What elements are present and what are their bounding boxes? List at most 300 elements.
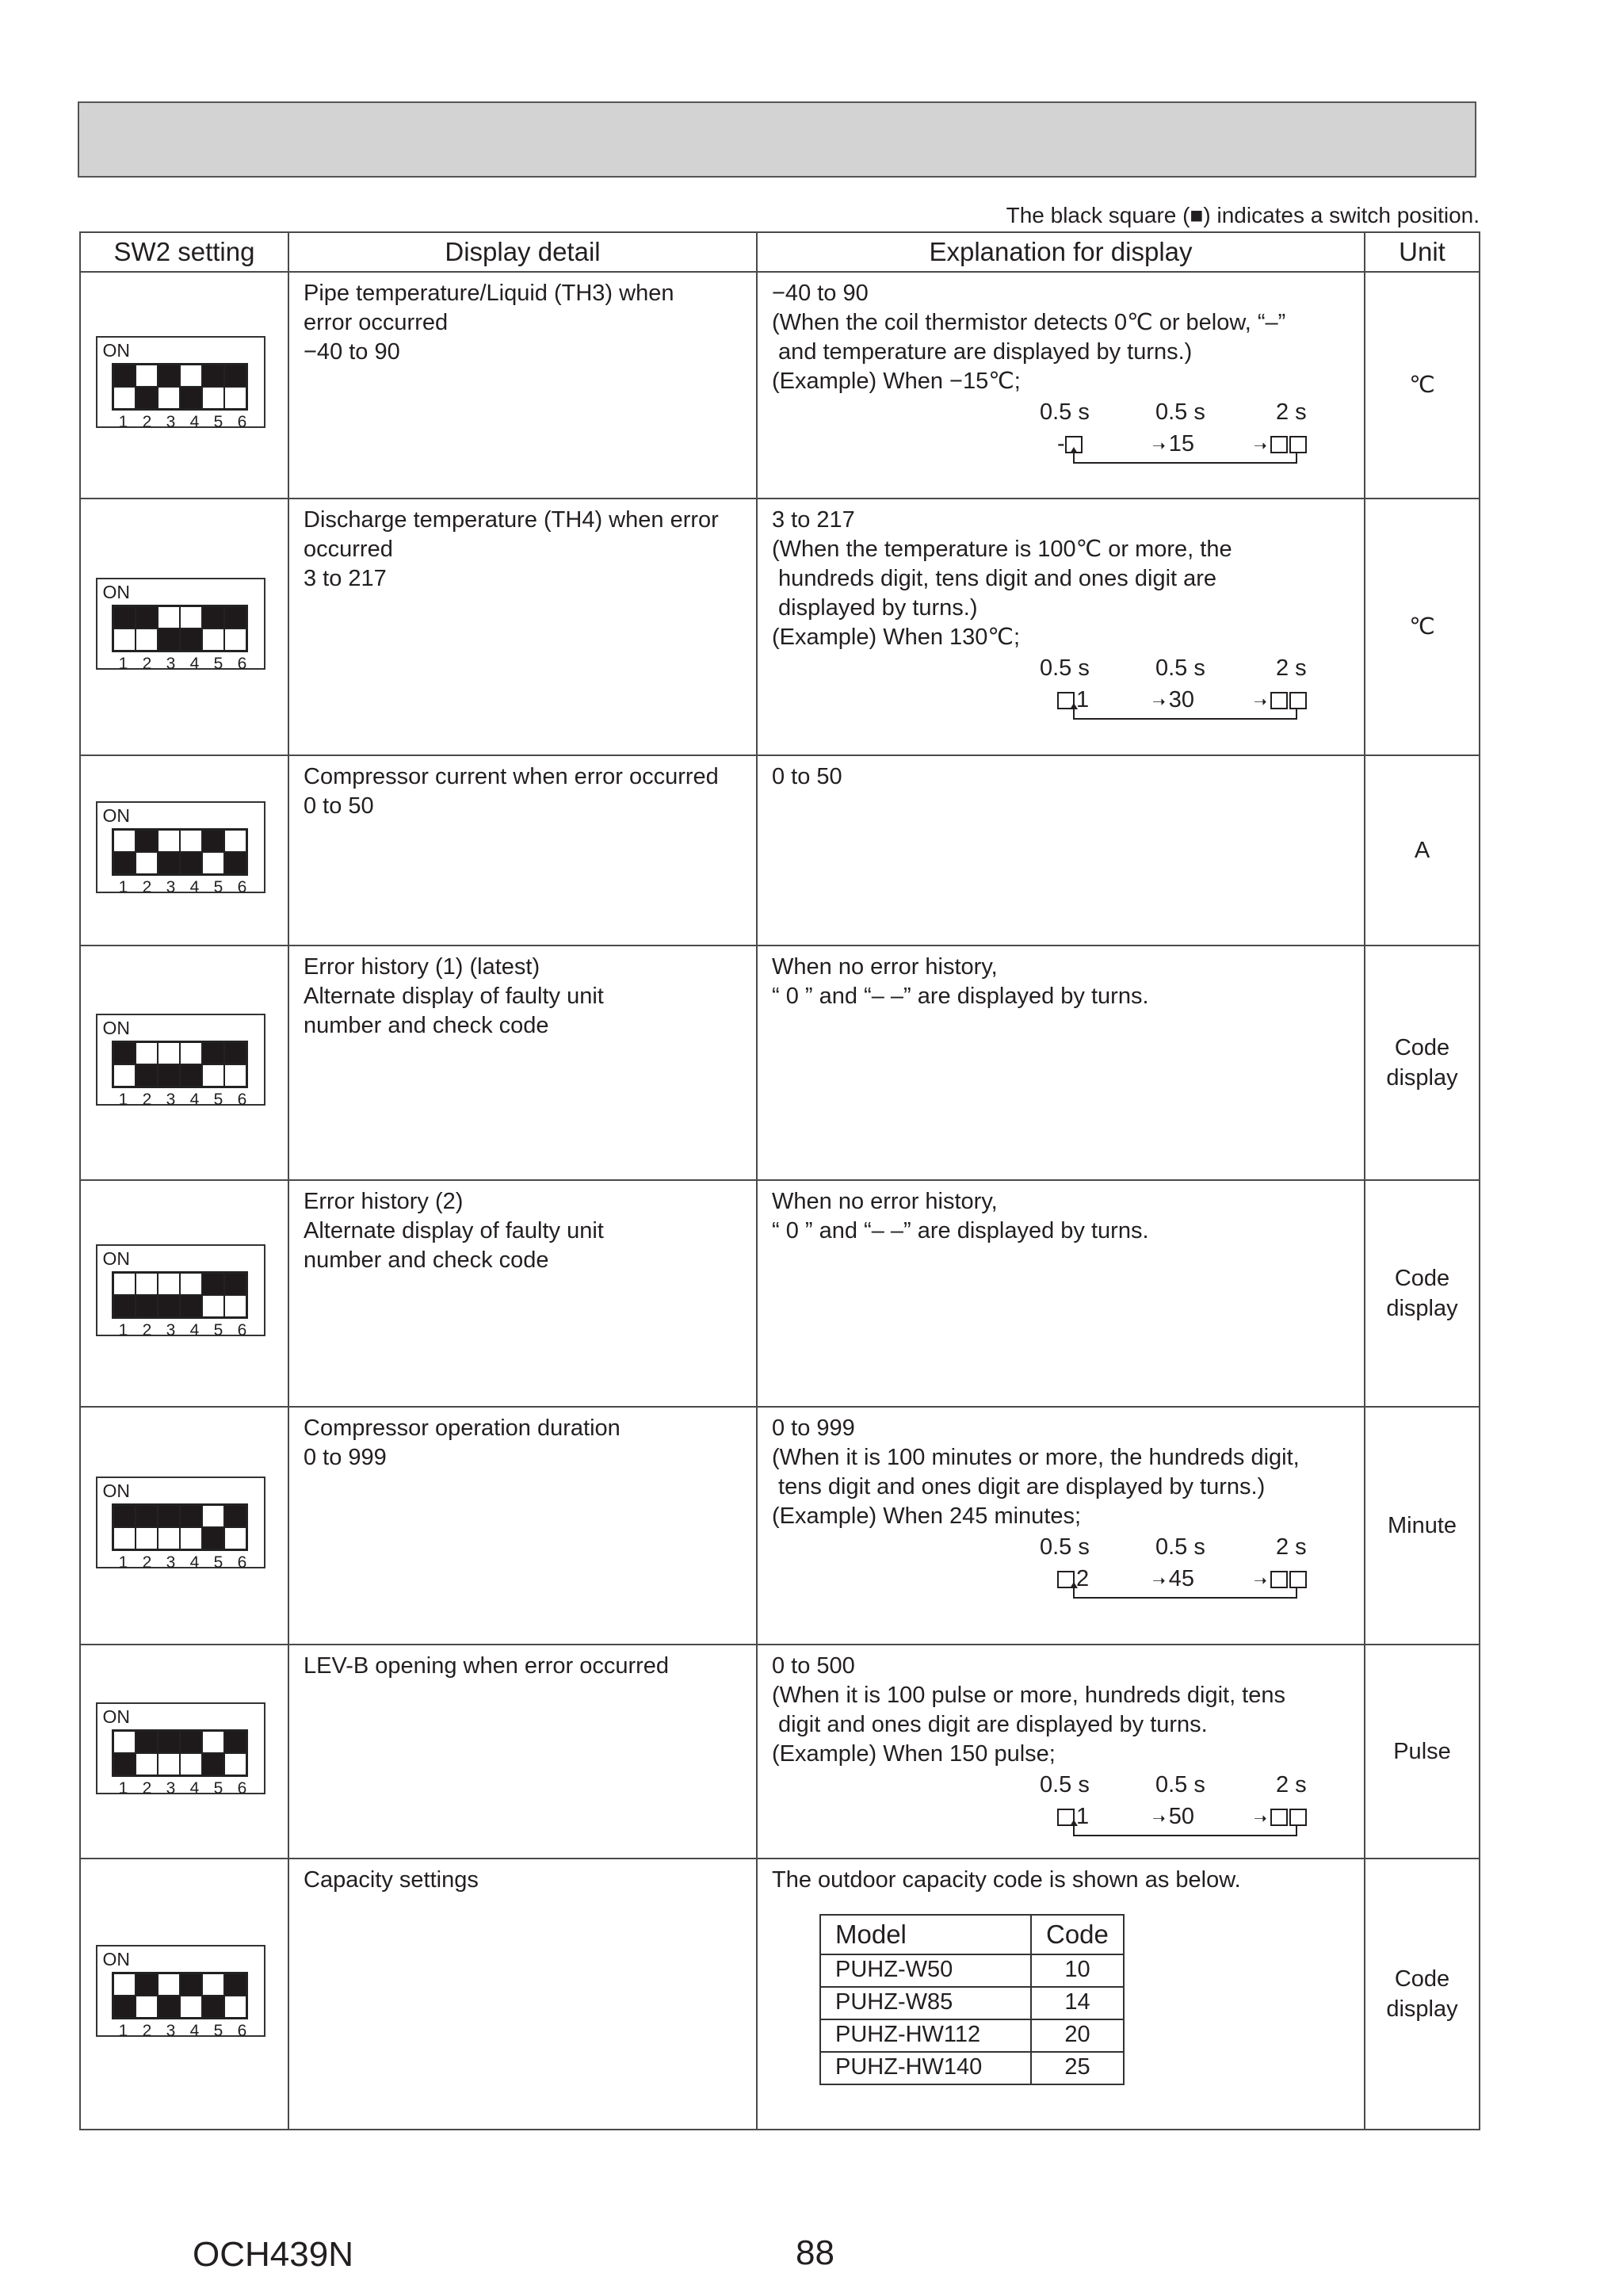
dip-cell-upper [136,830,158,852]
explanation-line: tens digit and ones digit are displayed by turns.) [772,1474,1266,1499]
dip-number: 2 [142,655,152,673]
dip-number: 3 [166,878,176,896]
dip-on-label: ON [102,1949,130,1969]
dip-number: 2 [142,1321,152,1339]
header-display-detail: Display detail [288,232,757,272]
timing-duration-2: 0.5 s [1155,399,1205,425]
explanation-line: and temperature are displayed by turns.) [772,339,1193,365]
timing-value-2-text: 45 [1168,1566,1195,1591]
dip-number: 1 [118,655,128,673]
arrow-right-icon: ➝ [1254,693,1267,711]
dip-cell-upper [202,1273,224,1295]
display-detail-cell [288,946,757,1180]
explanation-line: 3 to 217 [772,507,855,533]
dip-switch-1 [113,1042,136,1087]
dip-cell-upper [180,1973,202,1996]
explanation-line: displayed by turns.) [772,595,978,621]
dip-numbers [112,878,254,897]
dip-switch-grid [112,363,248,411]
arrow-right-icon: ➝ [1254,1810,1267,1828]
dip-switch-4 [180,1273,202,1317]
sw2-setting-cell [80,755,288,946]
dip-switch-6 [224,1273,246,1317]
dip-cell-lower [224,1064,246,1087]
dip-number: 5 [213,1321,223,1339]
detail-line: Alternate display of faulty unit [304,1218,604,1244]
dip-cell-lower [158,1996,180,2018]
timing-value-2-text: 30 [1168,687,1195,712]
dip-number: 5 [213,2022,223,2040]
dip-cell-upper [202,1042,224,1064]
timing-diagram [772,1533,1350,1595]
detail-line: 3 to 217 [304,566,387,591]
dip-cell-lower [224,628,246,651]
dip-switch-4 [180,606,202,651]
dip-cell-lower [158,1295,180,1317]
dip-cell-lower [158,1064,180,1087]
dip-cell-lower [158,1753,180,1775]
unit-cell [1365,946,1480,1180]
table-row [80,499,1480,755]
code-cell: 10 [1031,1954,1124,1987]
dip-switch-2 [136,1273,158,1317]
display-detail-cell [288,1180,757,1407]
model-cell: PUHZ-W50 [820,1954,1031,1987]
dip-number: 4 [189,2022,200,2040]
dip-cell-lower [180,1527,202,1549]
display-detail-cell [288,272,757,499]
unit-line: Minute [1387,1513,1457,1538]
code-table-row [820,1954,1124,1987]
timing-value-2-text: 50 [1168,1804,1195,1829]
dip-cell-upper [158,606,180,628]
dip-switch-3 [158,830,180,874]
dip-number: 6 [237,1779,247,1797]
dip-cell-upper [113,1731,136,1753]
dip-cell-lower [113,628,136,651]
dip-cell-lower [180,1064,202,1087]
model-cell: PUHZ-HW140 [820,2052,1031,2084]
loop-back-arrowhead [1070,703,1078,709]
detail-line: Alternate display of faulty unit [304,984,604,1009]
header-explanation: Explanation for display [757,232,1365,272]
dip-number: 1 [118,878,128,896]
dip-cell-upper [224,1042,246,1064]
switch-note: The black square (■) indicates a switch position. [1006,203,1480,227]
loop-back-line [1074,1587,1296,1598]
dip-cell-lower [180,387,202,409]
display-detail-cell [288,755,757,946]
explanation-line: −40 to 90 [772,281,869,306]
timing-diagram [772,398,1350,460]
timing-duration-1: 0.5 s [1040,399,1090,425]
arrow-right-icon: ➝ [1152,1810,1166,1828]
table-row [80,1859,1480,2130]
unit-line: Code [1394,1035,1450,1060]
dip-cell-lower [136,1527,158,1549]
dip-number: 4 [189,1553,200,1572]
dip-switch-2 [136,1973,158,2018]
dip-cell-lower [158,852,180,874]
explanation-cell [757,1407,1365,1645]
loop-back-arrowhead [1070,1820,1078,1826]
dip-switch-2 [136,365,158,409]
dip-cell-upper [202,1973,224,1996]
dip-switch-diagram [96,801,265,896]
dip-number: 1 [118,1779,128,1797]
dip-number: 5 [213,413,223,431]
dip-number: 4 [189,1091,200,1109]
loop-back-arrow-icon [772,654,1327,725]
dip-cell-upper [180,1505,202,1527]
dip-cell-upper [158,1973,180,1996]
dip-number: 3 [166,2022,176,2040]
dip-cell-lower [113,1996,136,2018]
dip-number: 3 [166,1321,176,1339]
dip-number: 2 [142,1553,152,1572]
display-detail-cell [288,1859,757,2130]
dip-switch-1 [113,1273,136,1317]
table-row [80,946,1480,1180]
code-cell: 25 [1031,2052,1124,2084]
dip-switch-grid [112,1972,248,2019]
table-header-row [80,232,1480,272]
dip-cell-lower [136,1996,158,2018]
dip-switch-5 [202,1731,224,1775]
dip-number: 5 [213,655,223,673]
dip-switch-4 [180,830,202,874]
dip-switch-5 [202,606,224,651]
dip-number: 1 [118,1553,128,1572]
dip-cell-lower [136,628,158,651]
dip-number: 4 [189,878,200,896]
dip-cell-upper [224,830,246,852]
sw2-setting-cell [80,1407,288,1645]
dip-numbers [112,1553,254,1572]
timing-duration-2: 0.5 s [1155,655,1205,681]
dip-cell-lower [158,1527,180,1549]
detail-line: Discharge temperature (TH4) when error [304,507,719,533]
dip-cell-upper [180,830,202,852]
dip-switch-5 [202,1973,224,2018]
detail-line: Compressor current when error occurred [304,764,719,789]
timing-duration-1: 0.5 s [1040,1772,1090,1797]
dip-cell-lower [180,1996,202,2018]
loop-back-arrow-icon [772,1533,1327,1604]
explanation-line: “ 0 ” and “– –” are displayed by turns. [772,1218,1149,1244]
dip-switch-1 [113,1505,136,1549]
dip-number: 4 [189,655,200,673]
capacity-code-table [819,1914,1125,2085]
dip-number: 2 [142,1091,152,1109]
unit-cell [1365,1180,1480,1407]
detail-line: number and check code [304,1247,549,1273]
header-unit: Unit [1365,232,1480,272]
loop-back-line [1074,452,1296,463]
timing-duration-1: 0.5 s [1040,1534,1090,1560]
timing-value-1-text: 2 [1076,1566,1090,1591]
display-detail-cell [288,499,757,755]
dip-switch-4 [180,1731,202,1775]
detail-line: occurred [304,537,393,562]
dip-cell-upper [136,1273,158,1295]
explanation-line: (When the coil thermistor detects 0℃ or below, “–” [772,310,1286,335]
timing-duration-2: 0.5 s [1155,1772,1205,1797]
dip-switch-6 [224,365,246,409]
dip-number: 5 [213,1091,223,1109]
table-row [80,272,1480,499]
code-cell: 20 [1031,2019,1124,2052]
detail-line: Error history (1) (latest) [304,954,540,980]
dip-cell-lower [158,628,180,651]
dip-number: 6 [237,655,247,673]
dip-cell-upper [180,1731,202,1753]
dip-switch-diagram [96,1244,265,1339]
unit-cell [1365,499,1480,755]
dip-cell-upper [224,1973,246,1996]
arrow-right-icon: ➝ [1254,1572,1267,1590]
dip-cell-upper [136,365,158,387]
arrow-right-icon: ➝ [1152,437,1166,455]
detail-line: LEV-B opening when error occurred [304,1653,670,1679]
explanation-cell [757,272,1365,499]
explanation-line: digit and ones digit are displayed by turns. [772,1712,1208,1737]
arrow-right-icon: ➝ [1152,1572,1166,1590]
dip-cell-upper [180,606,202,628]
dip-number: 6 [237,413,247,431]
dip-switch-diagram [96,1014,265,1109]
dip-switch-3 [158,1042,180,1087]
dip-cell-upper [202,830,224,852]
explanation-cell [757,1180,1365,1407]
dip-cell-lower [136,852,158,874]
dip-on-label: ON [102,1018,130,1038]
dip-cell-upper [158,365,180,387]
dip-number: 1 [118,413,128,431]
dip-switch-1 [113,1731,136,1775]
dip-cell-lower [180,1295,202,1317]
dip-numbers [112,1321,254,1340]
dip-switch-grid [112,1729,248,1777]
dip-number: 2 [142,2022,152,2040]
timing-diagram [772,1771,1350,1832]
dip-cell-lower [136,1295,158,1317]
timing-duration-1: 0.5 s [1040,655,1090,681]
dip-cell-lower [224,387,246,409]
dip-cell-upper [180,1042,202,1064]
loop-back-arrow-icon [772,398,1327,469]
dip-switch-6 [224,1042,246,1087]
dip-cell-upper [180,1273,202,1295]
dip-switch-6 [224,1505,246,1549]
dip-cell-upper [224,1731,246,1753]
dip-on-label: ON [102,1480,130,1501]
detail-line: 0 to 50 [304,793,374,819]
sw2-setting-cell [80,1180,288,1407]
dip-number: 2 [142,413,152,431]
dip-cell-lower [202,387,224,409]
unit-line: Code [1394,1966,1450,1992]
dip-cell-upper [202,365,224,387]
sw2-setting-cell [80,272,288,499]
dip-numbers [112,2022,254,2041]
dip-cell-lower [113,1527,136,1549]
table-row [80,1645,1480,1859]
dip-switch-diagram [96,1477,265,1572]
dip-cell-lower [202,1996,224,2018]
dip-switch-grid [112,1041,248,1088]
dip-cell-upper [113,1273,136,1295]
dip-number: 3 [166,413,176,431]
arrow-right-icon: ➝ [1254,437,1267,455]
dip-cell-lower [224,1753,246,1775]
dip-number: 6 [237,1553,247,1572]
dip-number: 3 [166,1779,176,1797]
model-cell: PUHZ-HW112 [820,2019,1031,2052]
dip-on-label: ON [102,805,130,826]
dip-cell-upper [158,1731,180,1753]
dip-number: 4 [189,1779,200,1797]
dip-cell-lower [224,1295,246,1317]
loop-back-arrow-icon [772,1771,1327,1842]
explanation-line: 0 to 999 [772,1415,855,1441]
dip-cell-upper [158,1042,180,1064]
explanation-line: (Example) When −15℃; [772,369,1021,394]
table-row [80,1180,1480,1407]
dip-cell-upper [113,1042,136,1064]
dip-switch-3 [158,1505,180,1549]
dip-number: 6 [237,1091,247,1109]
unit-cell [1365,1407,1480,1645]
dip-cell-upper [180,365,202,387]
dip-cell-upper [136,606,158,628]
dip-switch-4 [180,365,202,409]
timing-duration-3: 2 s [1276,655,1307,681]
dip-number: 3 [166,1553,176,1572]
dip-numbers [112,1091,254,1110]
dip-cell-lower [136,1064,158,1087]
dip-cell-upper [158,1505,180,1527]
dip-number: 6 [237,878,247,896]
table-row [80,755,1480,946]
detail-line: Error history (2) [304,1189,464,1214]
timing-duration-3: 2 s [1276,1534,1307,1560]
unit-cell [1365,272,1480,499]
model-cell: PUHZ-W85 [820,1987,1031,2019]
dip-cell-lower [202,852,224,874]
explanation-cell [757,1859,1365,2130]
dip-switch-3 [158,1273,180,1317]
unit-line: Pulse [1393,1739,1451,1764]
unit-cell [1365,755,1480,946]
dip-cell-lower [113,1753,136,1775]
dip-number: 4 [189,413,200,431]
dip-switch-diagram [96,1702,265,1797]
explanation-line: (Example) When 245 minutes; [772,1503,1082,1529]
dip-number: 1 [118,1091,128,1109]
dip-switch-grid [112,1503,248,1551]
dip-cell-upper [202,606,224,628]
dip-number: 4 [189,1321,200,1339]
dip-number: 6 [237,2022,247,2040]
dip-cell-upper [113,365,136,387]
detail-line: Compressor operation duration [304,1415,621,1441]
dip-cell-upper [202,1731,224,1753]
arrow-right-icon: ➝ [1152,693,1166,711]
dip-number: 1 [118,2022,128,2040]
dip-cell-lower [136,387,158,409]
dip-on-label: ON [102,1248,130,1269]
unit-line: Code [1394,1266,1450,1291]
dip-number: 2 [142,1779,152,1797]
dip-cell-lower [113,1064,136,1087]
explanation-line: When no error history, [772,1189,998,1214]
dip-switch-3 [158,1973,180,2018]
dip-on-label: ON [102,582,130,602]
sw2-setting-cell [80,1859,288,2130]
detail-line: −40 to 90 [304,339,400,365]
dip-cell-upper [158,1273,180,1295]
dip-switch-3 [158,606,180,651]
dip-number: 3 [166,655,176,673]
dip-cell-upper [158,830,180,852]
dip-switch-2 [136,1042,158,1087]
dip-cell-upper [224,606,246,628]
dip-cell-upper [136,1505,158,1527]
unit-cell [1365,1859,1480,2130]
dip-switch-6 [224,830,246,874]
dip-cell-upper [136,1731,158,1753]
dip-cell-upper [113,1973,136,1996]
dip-switch-6 [224,1973,246,2018]
dip-cell-lower [180,628,202,651]
dip-cell-lower [224,1527,246,1549]
code-table-header-row [820,1915,1124,1954]
explanation-line: “ 0 ” and “– –” are displayed by turns. [772,984,1149,1009]
dip-switch-4 [180,1505,202,1549]
dip-cell-lower [202,1527,224,1549]
unit-line: ℃ [1409,614,1435,640]
dip-switch-diagram [96,336,265,431]
dip-number: 5 [213,1779,223,1797]
dip-cell-upper [224,1273,246,1295]
explanation-line: (Example) When 150 pulse; [772,1741,1056,1767]
loop-back-line [1074,1824,1296,1836]
dip-cell-upper [113,830,136,852]
dip-cell-lower [202,1064,224,1087]
dip-switch-grid [112,605,248,652]
dip-switch-1 [113,830,136,874]
dip-on-label: ON [102,1706,130,1727]
explanation-line: When no error history, [772,954,998,980]
explanation-line: (When the temperature is 100℃ or more, the [772,537,1232,562]
dip-cell-lower [158,387,180,409]
dip-switch-grid [112,828,248,876]
sw2-setting-cell [80,499,288,755]
dip-switch-5 [202,1042,224,1087]
dip-cell-lower [224,1996,246,2018]
dip-number: 2 [142,878,152,896]
dip-switch-5 [202,830,224,874]
loop-back-arrowhead [1070,1582,1078,1588]
explanation-line: (When it is 100 pulse or more, hundreds digit, tens [772,1683,1285,1708]
dip-on-label: ON [102,340,130,361]
code-table-row [820,2019,1124,2052]
dip-cell-lower [113,387,136,409]
timing-value-1-text: 1 [1076,687,1090,712]
dip-number: 5 [213,1553,223,1572]
timing-duration-3: 2 s [1276,1772,1307,1797]
